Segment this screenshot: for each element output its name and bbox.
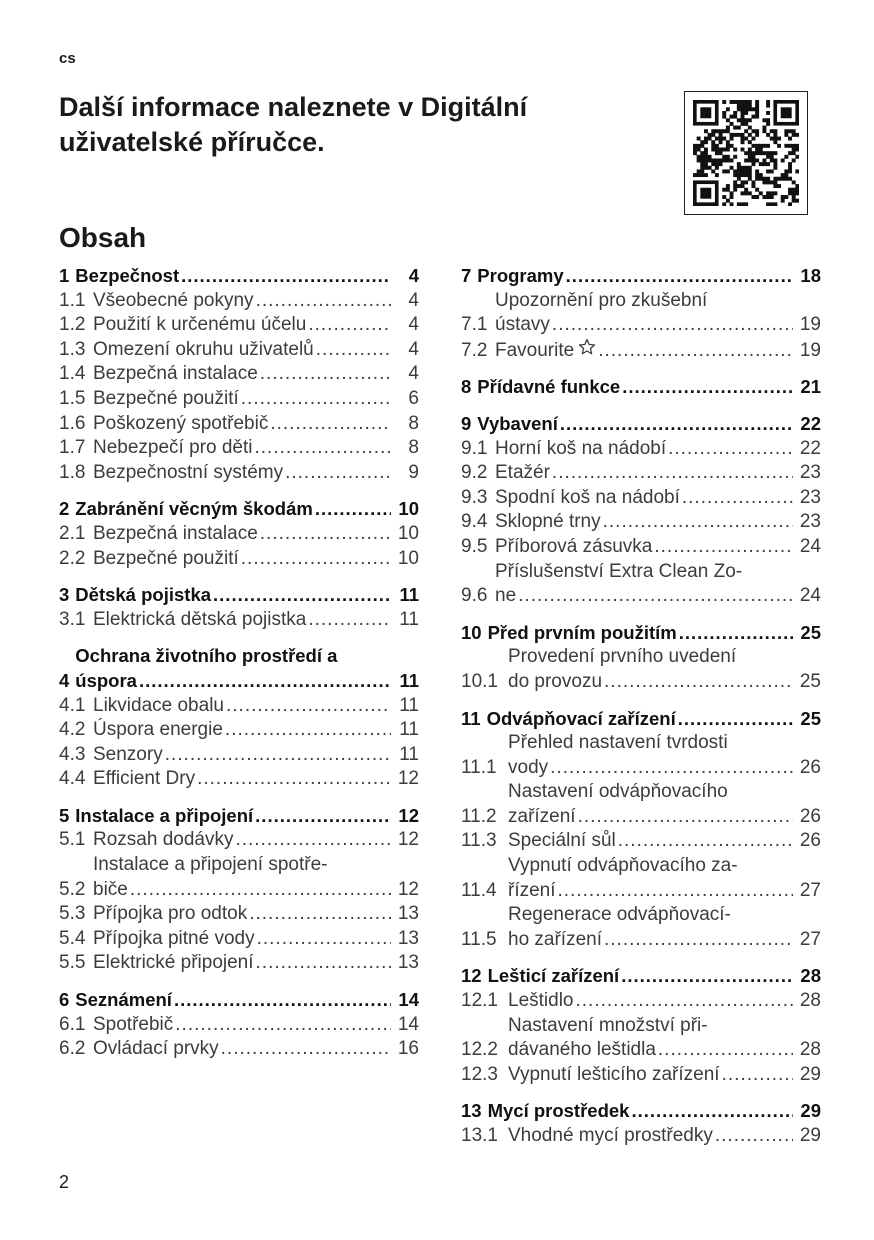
- toc-entry-number: 8: [461, 376, 472, 398]
- toc-page-number: 4: [408, 314, 419, 336]
- toc-entry-number: 11.2: [461, 805, 497, 827]
- toc-subsection[interactable]: [59, 951, 419, 976]
- leader-dots: [722, 1063, 793, 1088]
- toc-page-number: 11: [399, 719, 419, 741]
- toc-page-number: 10: [397, 547, 419, 569]
- toc-section-group: [461, 375, 821, 400]
- toc-page-number: 27: [799, 928, 821, 950]
- toc-page-number: 12: [397, 829, 419, 851]
- toc-entry-number: 11: [461, 707, 481, 729]
- toc-page-number: 22: [799, 437, 821, 459]
- toc-section[interactable]: [59, 644, 419, 693]
- toc-entry-title: Omezení okruhu uživatelů: [93, 338, 314, 360]
- toc-section[interactable]: [59, 804, 419, 829]
- leader-dots: [715, 1124, 793, 1149]
- toc-page-number: 25: [799, 670, 821, 692]
- leader-dots: [241, 547, 391, 572]
- toc-entry-title: úspora: [75, 669, 137, 691]
- toc-entry-number: 1.1: [59, 289, 86, 311]
- toc-entry-title: Mycí prostředek: [487, 1100, 630, 1122]
- toc-subsection[interactable]: [59, 412, 419, 437]
- toc-section[interactable]: [461, 707, 821, 732]
- toc-section[interactable]: [461, 964, 821, 989]
- toc-entry-title: Lešticí zařízení: [487, 965, 620, 987]
- leader-dots: [578, 805, 793, 830]
- toc-subsection[interactable]: [59, 313, 419, 338]
- toc-entry-title: Ochrana životního prostředí a: [75, 645, 338, 667]
- toc-section-group: [461, 412, 821, 609]
- toc-page-number: 23: [799, 462, 821, 484]
- toc-entry-number: 4.2: [59, 719, 86, 741]
- toc-entry-number: 6.1: [59, 1013, 86, 1035]
- leader-dots: [256, 951, 391, 976]
- toc-entry-number: 6: [59, 989, 70, 1011]
- toc-entry-number: 1.8: [59, 461, 86, 483]
- leader-dots: [682, 486, 793, 511]
- toc-entry-number: 1.5: [59, 387, 86, 409]
- toc-subsection[interactable]: [59, 1037, 419, 1062]
- toc-page-number: 13: [397, 903, 419, 925]
- toc-page-number: 13: [397, 952, 419, 974]
- toc-subsection[interactable]: [59, 338, 419, 363]
- qr-code-icon[interactable]: [684, 91, 808, 215]
- leader-dots: [165, 743, 391, 768]
- toc-entry-number: 11.1: [461, 756, 497, 778]
- toc-entry-number: 5.2: [59, 878, 86, 900]
- toc-entry-number: 5: [59, 804, 70, 826]
- leader-dots: [658, 1038, 793, 1063]
- toc-section-group: [461, 707, 821, 953]
- toc-page-number: 18: [800, 265, 821, 286]
- toc-entry-number: 2.1: [59, 522, 86, 544]
- toc-entry-number: 9: [461, 412, 472, 434]
- toc-entry-title: Vybavení: [477, 412, 558, 434]
- toc-section[interactable]: [461, 621, 821, 646]
- toc-page-number: 29: [799, 1125, 821, 1146]
- toc-subsection[interactable]: [59, 767, 419, 792]
- toc-entry-number: 2: [59, 498, 70, 520]
- toc-entry-title: Upozornění pro zkušební: [495, 289, 708, 311]
- leader-dots: [130, 878, 391, 903]
- toc-page-number: 23: [799, 511, 821, 533]
- toc-entry-title: Efficient Dry: [93, 768, 196, 790]
- toc-entry-number: 5.4: [59, 927, 86, 949]
- toc-subsection[interactable]: [461, 535, 821, 560]
- leader-dots: [552, 313, 793, 338]
- toc-page-number: 12: [398, 804, 419, 826]
- toc-entry-title: Přídavné funkce: [477, 376, 621, 398]
- toc-page-number: 24: [799, 535, 821, 557]
- toc-page-number: 12: [397, 878, 419, 900]
- toc-subsection[interactable]: [461, 560, 821, 609]
- leader-dots: [518, 584, 793, 609]
- toc-entry-title: zařízení: [508, 805, 576, 827]
- leader-dots: [308, 313, 391, 338]
- toc-page-number: 14: [398, 989, 419, 1011]
- toc-entry-title: Horní koš na nádobí: [495, 437, 667, 459]
- toc-entry-title: Zabránění věcným škodám: [75, 498, 313, 520]
- toc-subsection[interactable]: [461, 437, 821, 462]
- toc-page-number: 4: [408, 338, 419, 360]
- toc-page-number: 27: [799, 879, 821, 901]
- toc-subsection[interactable]: [59, 289, 419, 314]
- toc-entry-title: Provedení prvního uvedení: [508, 646, 737, 668]
- toc-subsection[interactable]: [461, 731, 821, 780]
- leader-dots: [225, 718, 391, 743]
- toc-subsection[interactable]: [59, 436, 419, 461]
- toc-entry-number: 9.1: [461, 437, 488, 459]
- toc-entry-title: Nebezpečí pro děti: [93, 437, 253, 459]
- toc-entry-title: ho zařízení: [508, 928, 602, 950]
- toc-subsection[interactable]: [59, 927, 419, 952]
- leader-dots: [558, 879, 793, 904]
- leader-dots: [221, 1037, 391, 1062]
- toc-entry-title: do provozu: [508, 670, 603, 692]
- leader-dots: [175, 1013, 391, 1038]
- toc-entry-number: 13: [461, 1100, 482, 1122]
- toc-entry-number: 12: [461, 965, 482, 987]
- toc-subsection[interactable]: [461, 1124, 821, 1149]
- toc-page-number: 11: [399, 694, 419, 716]
- toc-page-number: 11: [399, 669, 419, 691]
- toc-subsection[interactable]: [59, 853, 419, 902]
- leader-dots: [285, 461, 391, 486]
- toc-subsection[interactable]: [59, 902, 419, 927]
- toc-page-number: 10: [398, 498, 419, 520]
- toc-subsection[interactable]: [59, 608, 419, 633]
- toc-entry-number: 1.2: [59, 314, 86, 336]
- toc-entry-number: 13.1: [461, 1125, 498, 1146]
- toc-entry-title: Příslušenství Extra Clean Zo-: [495, 560, 743, 582]
- toc-entry-number: 9.2: [461, 462, 488, 484]
- toc-section-group: [59, 264, 419, 485]
- leader-dots: [139, 669, 391, 694]
- toc-entry-title: Sklopné trny: [495, 511, 601, 533]
- toc-entry-title: Všeobecné pokyny: [93, 289, 254, 311]
- toc-subsection[interactable]: [59, 522, 419, 547]
- toc-entry-title: Vypnutí odvápňovacího za-: [508, 855, 738, 877]
- toc-entry-title: Přípojka pitné vody: [93, 927, 255, 949]
- leader-dots: [550, 756, 793, 781]
- toc-entry-title: Likvidace obalu: [93, 694, 224, 716]
- toc-entry-number: 10: [461, 621, 482, 643]
- toc-entry-number: 11.3: [461, 830, 497, 852]
- leader-dots: [270, 412, 391, 437]
- toc-entry-title: biče: [93, 878, 128, 900]
- toc-subsection[interactable]: [59, 1013, 419, 1038]
- toc-entry-number: 3.1: [59, 608, 86, 630]
- headline: Další informace naleznete v Digitální uživatelské příručce.: [59, 92, 528, 157]
- toc-subsection[interactable]: [59, 362, 419, 387]
- toc-page-number: 4: [408, 265, 419, 286]
- toc-entry-title: Programy: [477, 265, 564, 286]
- toc-entry-title: Bezpečné použití: [93, 387, 239, 409]
- toc-page-number: 21: [800, 376, 821, 398]
- toc-page-number: 23: [799, 486, 821, 508]
- toc-entry-number: 5.1: [59, 829, 86, 851]
- toc-entry-number: 4: [59, 669, 70, 691]
- toc-entry-title: vody: [508, 756, 549, 778]
- toc-entry-title: Etažér: [495, 462, 550, 484]
- toc-entry-number: 1.6: [59, 412, 86, 434]
- toc-subsection[interactable]: [59, 743, 419, 768]
- toc-page-number: 9: [408, 461, 419, 483]
- toc-subsection[interactable]: [59, 461, 419, 486]
- toc-page-number: 4: [408, 289, 419, 311]
- toc-page-number: 11: [399, 584, 419, 606]
- toc-entry-number: 1.4: [59, 363, 86, 385]
- toc-section-group: [461, 1099, 821, 1148]
- toc-page-number: 14: [397, 1013, 419, 1035]
- toc-page-number: 28: [799, 990, 821, 1012]
- toc-entry-title: Elektrické připojení: [93, 952, 254, 974]
- leader-dots: [631, 1099, 793, 1124]
- toc-entry-title: Použití k určenému účelu: [93, 314, 307, 336]
- toc-page-number: 13: [397, 927, 419, 949]
- toc-section[interactable]: [461, 264, 821, 289]
- toc-column-left: [59, 264, 419, 1074]
- toc-entry-number: 4.4: [59, 768, 86, 790]
- toc-entry-number: 9.6: [461, 585, 488, 607]
- toc-subsection[interactable]: [461, 780, 821, 829]
- leader-dots: [654, 535, 793, 560]
- toc-subsection[interactable]: [59, 547, 419, 572]
- toc-section[interactable]: [59, 988, 419, 1013]
- toc-page-number: 24: [799, 585, 821, 607]
- leader-dots: [552, 461, 793, 486]
- leader-dots: [308, 608, 391, 633]
- toc-section[interactable]: [59, 497, 419, 522]
- toc-page-number: 26: [799, 805, 821, 827]
- toc-entry-number: 7.1: [461, 314, 488, 336]
- star-outline-icon: [578, 338, 596, 364]
- leader-dots: [604, 928, 793, 953]
- leader-dots: [174, 988, 391, 1013]
- toc-subsection[interactable]: [461, 486, 821, 511]
- toc-section-group: [59, 583, 419, 632]
- leader-dots: [255, 804, 391, 829]
- toc-section[interactable]: [461, 375, 821, 400]
- toc-entry-number: 5.5: [59, 952, 86, 974]
- toc-entry-number: 5.3: [59, 903, 86, 925]
- toc-entry-title: Příborová zásuvka: [495, 535, 653, 557]
- toc-entry-title: ne: [495, 585, 517, 607]
- toc-entry-title: Regenerace odvápňovací-: [508, 904, 731, 926]
- toc-subsection[interactable]: [461, 1014, 821, 1063]
- leader-dots: [257, 927, 391, 952]
- toc-entry-title: Senzory: [93, 743, 163, 765]
- leader-dots: [213, 583, 391, 608]
- toc-page-number: 10: [397, 522, 419, 544]
- toc-entry-title: Spodní koš na nádobí: [495, 486, 680, 508]
- toc-entry-number: 11.5: [461, 928, 497, 950]
- toc-entry-title: Bezpečná instalace: [93, 363, 258, 385]
- toc-entry-title: Ovládací prvky: [93, 1038, 219, 1060]
- toc-subsection[interactable]: [461, 289, 821, 338]
- toc-entry-title: Úspora energie: [93, 719, 223, 741]
- toc-page-number: 28: [800, 965, 821, 987]
- leader-dots: [255, 436, 392, 461]
- leader-dots: [260, 522, 391, 547]
- leader-dots: [226, 694, 391, 719]
- leader-dots: [603, 510, 793, 535]
- toc-section[interactable]: [59, 583, 419, 608]
- toc-entry-number: 12.2: [461, 1039, 498, 1061]
- toc-entry-number: 9.5: [461, 535, 488, 557]
- toc-entry-title: Vhodné mycí prostředky: [508, 1125, 713, 1146]
- toc-entry-title: Poškozený spotřebič: [93, 412, 269, 434]
- toc-page-number: 8: [408, 412, 419, 434]
- toc-entry-title: Odvápňovací zařízení: [486, 707, 676, 729]
- toc-subsection[interactable]: [59, 387, 419, 412]
- toc-entry-number: 7: [461, 265, 472, 286]
- toc-section-group: [461, 264, 821, 363]
- toc-entry-title: Leštidlo: [508, 990, 574, 1012]
- toc-entry-title: řízení: [508, 879, 556, 901]
- toc-entry-title: Favourite: [495, 339, 575, 361]
- toc-entry-number: 9.4: [461, 511, 488, 533]
- toc-page-number: 6: [408, 387, 419, 409]
- toc-subsection[interactable]: [59, 828, 419, 853]
- toc-subsection[interactable]: [461, 854, 821, 903]
- toc-subsection[interactable]: [461, 510, 821, 535]
- toc-page-number: 11: [399, 608, 419, 630]
- toc-entry-title: Seznámení: [75, 989, 172, 1011]
- toc-page-number: 19: [799, 339, 821, 361]
- leader-dots: [560, 412, 793, 437]
- toc-entry-number: 11.4: [461, 879, 497, 901]
- toc-subsection[interactable]: [461, 338, 821, 364]
- leader-dots: [260, 362, 391, 387]
- leader-dots: [621, 964, 793, 989]
- toc-section-group: [59, 804, 419, 976]
- toc-entry-number: 10.1: [461, 670, 498, 692]
- toc-page-number: 4: [408, 363, 419, 385]
- toc-entry-title: Nastavení odvápňovacího: [508, 781, 728, 803]
- toc-entry-title: Přípojka pro odtok: [93, 903, 248, 925]
- toc-subsection[interactable]: [461, 989, 821, 1014]
- toc-subsection[interactable]: [59, 694, 419, 719]
- toc-section-group: [461, 621, 821, 695]
- leader-dots: [249, 902, 391, 927]
- page-number: 2: [59, 1172, 70, 1192]
- toc-entry-title: Bezpečnost: [75, 265, 180, 286]
- toc-entry-number: 1.7: [59, 437, 86, 459]
- toc-entry-number: 4.1: [59, 694, 86, 716]
- leader-dots: [604, 670, 793, 695]
- toc-page-number: 8: [408, 437, 419, 459]
- leader-dots: [197, 767, 391, 792]
- toc-entry-number: 2.2: [59, 547, 86, 569]
- leader-dots: [315, 497, 391, 522]
- toc-entry-title: Přehled nastavení tvrdosti: [508, 732, 728, 754]
- leader-dots: [316, 338, 391, 363]
- toc-page-number: 25: [800, 621, 821, 643]
- language-code: cs: [59, 50, 76, 67]
- leader-dots: [181, 264, 391, 289]
- toc-entry-number: 4.3: [59, 743, 86, 765]
- leader-dots: [576, 989, 794, 1014]
- toc-subsection[interactable]: [461, 645, 821, 694]
- toc-entry-title: Speciální sůl: [508, 830, 616, 852]
- toc-entry-title: Spotřebič: [93, 1013, 174, 1035]
- toc-entry-title: Vypnutí lešticího zařízení: [508, 1063, 720, 1085]
- toc-column-right: [461, 264, 821, 1161]
- toc-entry-title: Instalace a připojení: [75, 804, 254, 826]
- leader-dots: [618, 829, 793, 854]
- leader-dots: [566, 264, 793, 289]
- toc-entry-title: Bezpečná instalace: [93, 522, 258, 544]
- toc-title: Obsah: [59, 222, 147, 253]
- toc-page-number: 16: [397, 1038, 419, 1060]
- leader-dots: [679, 621, 793, 646]
- leader-dots: [241, 387, 391, 412]
- toc-entry-title: Elektrická dětská pojistka: [93, 608, 307, 630]
- toc-page-number: 26: [799, 830, 821, 852]
- toc-section[interactable]: [59, 264, 419, 289]
- toc-page-number: 11: [399, 743, 419, 765]
- toc-entry-title: Bezpečné použití: [93, 547, 239, 569]
- toc-section-group: [59, 988, 419, 1062]
- toc-page-number: 26: [799, 756, 821, 778]
- toc-section-group: [59, 644, 419, 792]
- toc-entry-number: 3: [59, 584, 70, 606]
- toc-entry-number: 12.1: [461, 990, 498, 1012]
- leader-dots: [678, 707, 793, 732]
- toc-entry-number: 6.2: [59, 1038, 86, 1060]
- leader-dots: [622, 375, 793, 400]
- toc-entry-title: Před prvním použitím: [487, 621, 677, 643]
- toc-page-number: 29: [800, 1100, 821, 1122]
- toc-entry-title: Dětská pojistka: [75, 584, 212, 606]
- toc-entry-title: Rozsah dodávky: [93, 829, 234, 851]
- toc-entry-number: 12.3: [461, 1063, 498, 1085]
- toc-subsection[interactable]: [59, 718, 419, 743]
- toc-page-number: 28: [799, 1039, 821, 1061]
- toc-subsection[interactable]: [461, 461, 821, 486]
- toc-entry-title: Bezpečnostní systémy: [93, 461, 284, 483]
- toc-page-number: 22: [800, 412, 821, 434]
- toc-entry-title: Instalace a připojení spotře-: [93, 854, 328, 876]
- toc-page-number: 25: [800, 707, 821, 729]
- toc-section-group: [59, 497, 419, 571]
- toc-section-group: [461, 964, 821, 1087]
- toc-entry-title: ústavy: [495, 314, 550, 336]
- leader-dots: [256, 289, 391, 314]
- toc-entry-number: 9.3: [461, 486, 488, 508]
- toc-subsection[interactable]: [461, 829, 821, 854]
- toc-section[interactable]: [461, 1099, 821, 1124]
- leader-dots: [668, 437, 793, 462]
- leader-dots: [598, 339, 793, 364]
- toc-subsection[interactable]: [461, 1063, 821, 1088]
- toc-entry-number: 7.2: [461, 339, 488, 361]
- toc-section[interactable]: [461, 412, 821, 437]
- toc-page-number: 29: [799, 1063, 821, 1085]
- leader-dots: [235, 828, 391, 853]
- toc-entry-title: Nastavení množství při-: [508, 1014, 708, 1036]
- toc-entry-number: 1.3: [59, 338, 86, 360]
- toc-page-number: 19: [799, 314, 821, 336]
- toc-entry-title: dávaného leštidla: [508, 1039, 656, 1061]
- toc-page-number: 12: [397, 768, 419, 790]
- toc-subsection[interactable]: [461, 903, 821, 952]
- toc-entry-number: 1: [59, 265, 70, 286]
